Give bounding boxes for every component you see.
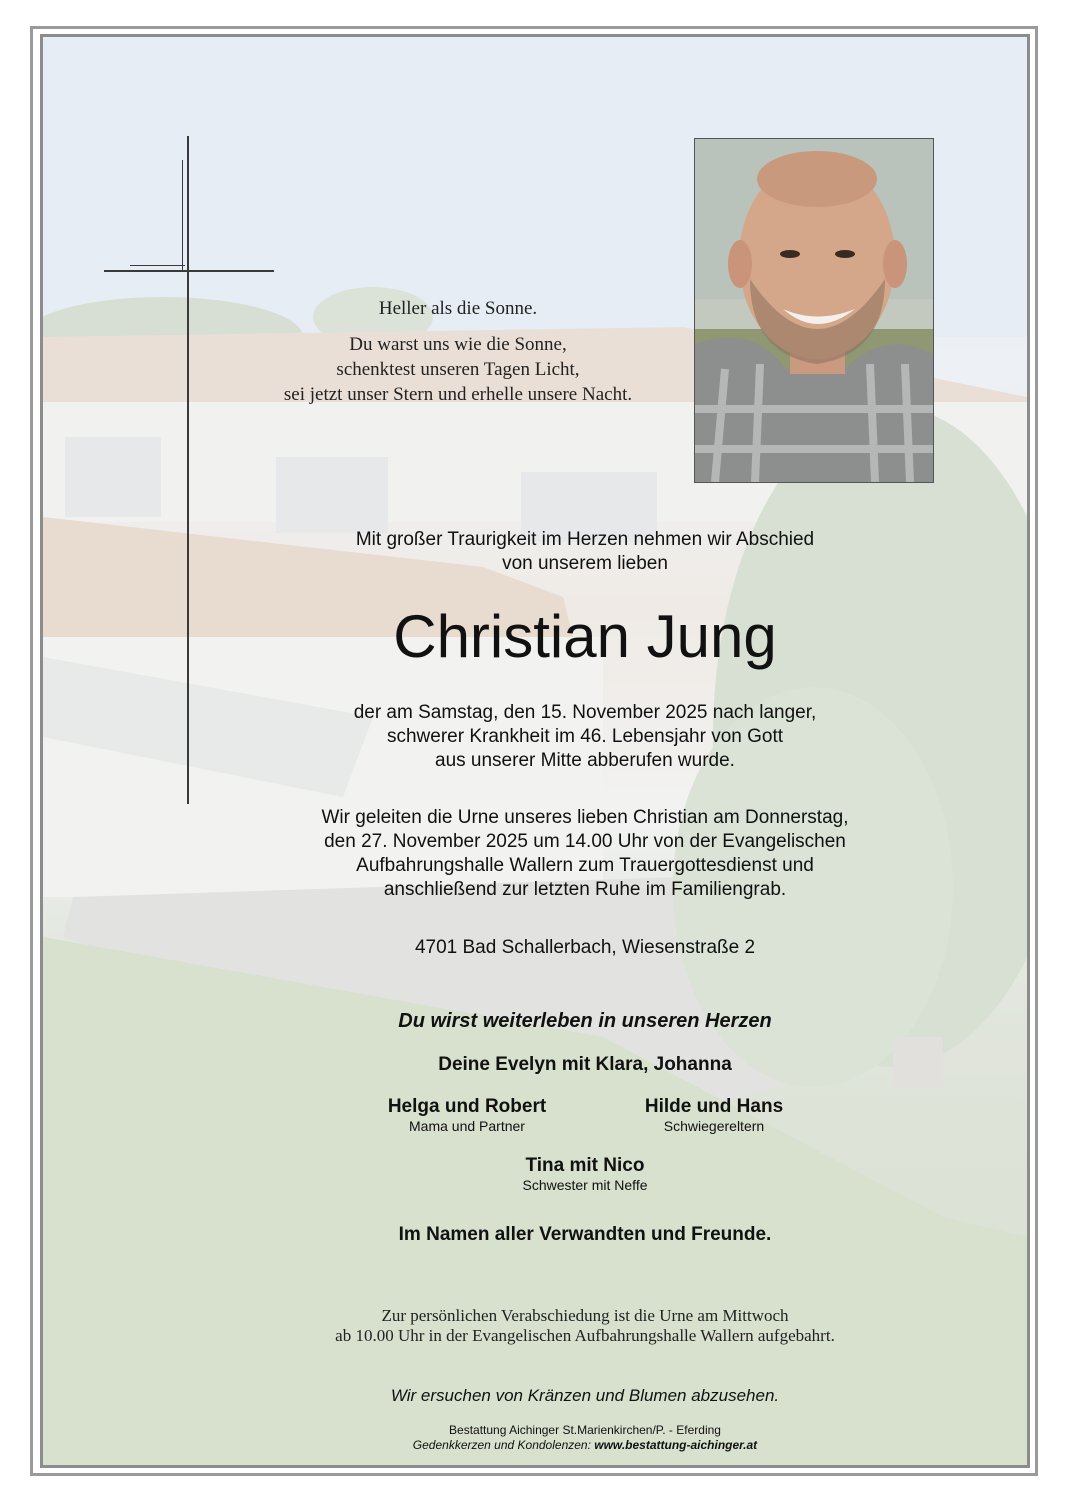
condolence-label: Gedenkkerzen und Kondolenzen:: [412, 1438, 595, 1452]
poem-line: schenktest unseren Tagen Licht,: [336, 359, 580, 380]
poem-line: sei jetzt unser Stern und erhelle unsere Nacht.: [283, 384, 633, 405]
family-closing: Im Namen aller Verwandten und Freunde.: [398, 1224, 772, 1245]
cross-icon-horizontal: [104, 270, 274, 272]
viewing-line: Zur persönlichen Verabschiedung ist die Urne am Mittwoch: [381, 1306, 789, 1325]
deceased-name: Christian Jung: [393, 603, 777, 670]
poem-line: Du warst uns wie die Sonne,: [349, 334, 567, 355]
portrait-photo: [694, 138, 934, 483]
death-text-line: der am Samstag, den 15. November 2025 nach langer,: [353, 702, 817, 723]
funeral-text-line: Wir geleiten die Urne unseres lieben Christian am Donnerstag,: [321, 807, 849, 828]
family-right-relation: Schwiegereltern: [663, 1118, 765, 1134]
family-right-name: Hilde und Hans: [644, 1096, 784, 1117]
condolence-line: [250, 1438, 920, 1452]
address: 4701 Bad Schallerbach, Wiesenstraße 2: [414, 937, 756, 958]
viewing-line: ab 10.00 Uhr in der Evangelischen Aufbahrungshalle Wallern aufgebahrt.: [335, 1326, 835, 1345]
family-left-name: Helga und Robert: [387, 1096, 547, 1117]
condolence-website-link[interactable]: www.bestattung-aichinger.at: [594, 1438, 758, 1452]
family-group-center: [455, 1155, 715, 1193]
family-main: Deine Evelyn mit Klara, Johanna: [438, 1054, 732, 1075]
family-group-right: [584, 1096, 844, 1134]
memorial-motto: Du wirst weiterleben in unseren Herzen: [398, 1010, 772, 1032]
cross-icon-accent: [182, 160, 183, 270]
intro-line: Mit großer Traurigkeit im Herzen nehmen wir Abschied: [355, 529, 815, 550]
death-text-line: aus unserer Mitte abberufen wurde.: [435, 750, 735, 771]
family-center-relation: Schwester mit Neffe: [522, 1177, 648, 1193]
family-left-relation: Mama und Partner: [409, 1118, 525, 1134]
poem-title: Heller als die Sonne.: [378, 298, 538, 319]
death-text-line: schwerer Krankheit im 46. Lebensjahr von Gott: [386, 726, 784, 747]
cross-icon-accent-horizontal: [130, 265, 185, 266]
funeral-text-line: anschließend zur letzten Ruhe im Familiengrab.: [383, 879, 787, 900]
family-group-left: [337, 1096, 597, 1134]
flowers-notice: Wir ersuchen von Kränzen und Blumen abzusehen.: [390, 1386, 780, 1405]
funeral-home-line: Bestattung Aichinger St.Marienkirchen/P. - Eferding: [449, 1423, 721, 1437]
funeral-text-line: den 27. November 2025 um 14.00 Uhr von der Evangelischen: [324, 831, 846, 852]
cross-icon-vertical: [187, 136, 189, 804]
funeral-text-line: Aufbahrungshalle Wallern zum Trauergottesdienst und: [356, 855, 814, 876]
family-center-name: Tina mit Nico: [525, 1155, 645, 1176]
intro-line: von unserem lieben: [502, 553, 668, 574]
